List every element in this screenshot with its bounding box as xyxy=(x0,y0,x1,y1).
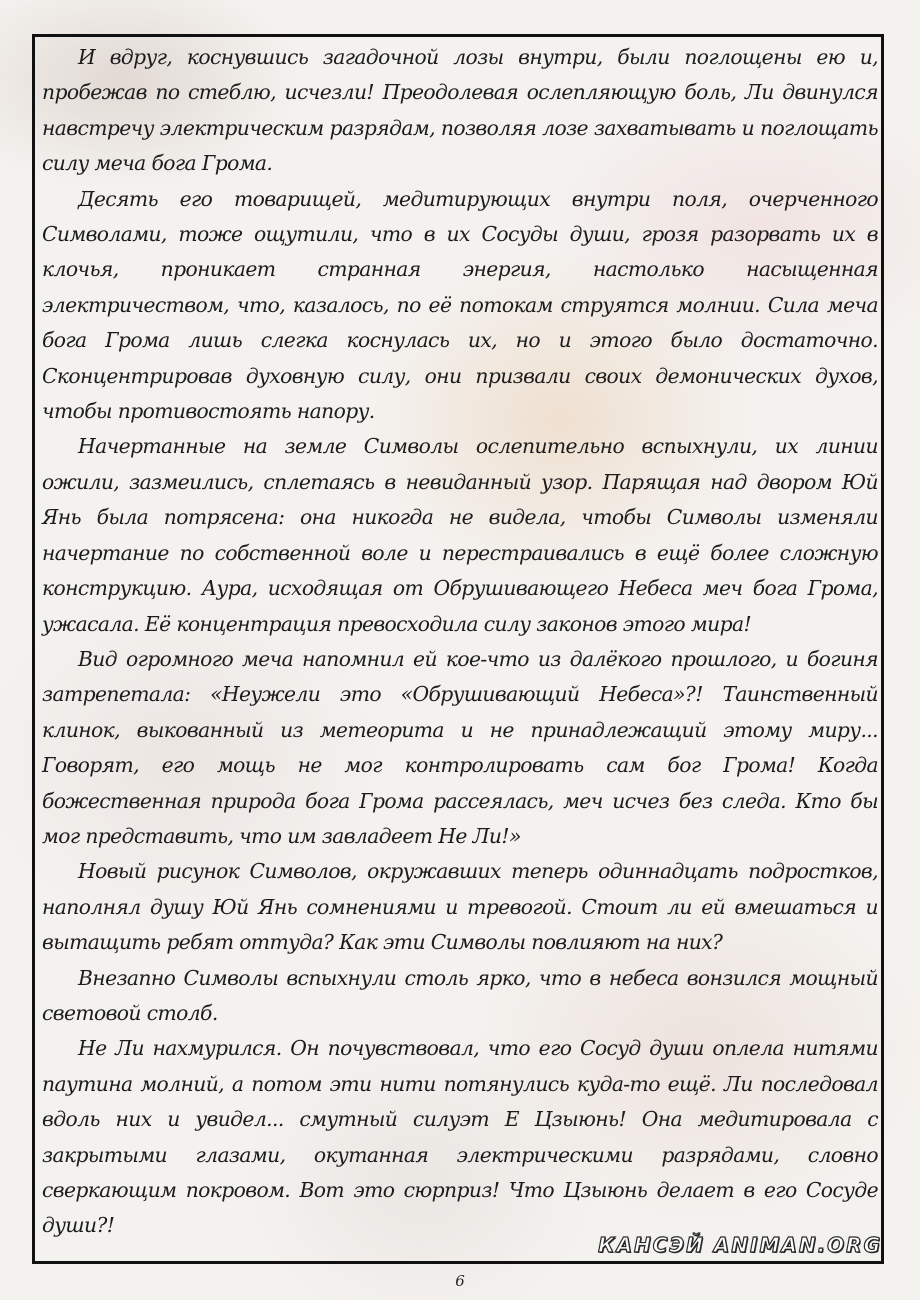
paragraph-5: Новый рисунок Символов, окружавших теперь одиннадцать подростков, наполнял душу Юй Янь сомнениями и тревогой. Стоит ли ей вмешаться и вытащить ребят оттуда? Как эти Символы повлияют на них? xyxy=(42,859,878,955)
paragraph-2: Десять его товарищей, медитирующих внутри поля, очерченного Символами, тоже ощутили, что в их Сосуды души, грозя разорвать их в клочья, проникает странная энергия, настолько насыщенная электричеством, что, казалось, по её потокам струятся молнии. Сила меча бога Грома лишь слегка коснулась их, но и этого было достаточно. Сконцентрировав духовную силу, они призвали своих демонических духов, чтобы противостоять напору. xyxy=(42,186,878,424)
paragraph-3: Начертанные на земле Символы ослепительно вспыхнули, их линии ожили, зазмеились, сплетаясь в невиданный узор. Парящая над двором Юй Янь была потрясена: она никогда не видела, чтобы Символы изменяли начертание по собственной воле и перестраивались в ещё более сложную конструкцию. Аура, исходящая от Обрушивающего Небеса меч бога Грома, ужасала. Её концентрация превосходила силу законов этого мира! xyxy=(42,434,878,636)
page-number: 6 xyxy=(455,1272,465,1290)
paragraph-4: Вид огромного меча напомнил ей кое-что из далёкого прошлого, и богиня затрепетала: «Неужели это «Обрушивающий Небеса»?! Таинственный клинок, выкованный из метеорита и не принадлежащий этому миру... Говорят, его мощь не мог контролировать сам бог Грома! Когда божественная природа бога Грома рассеялась, меч исчез без следа. Кто бы мог представить, что им завладеет Не Ли!» xyxy=(42,646,878,848)
paragraph-6: Внезапно Символы вспыхнули столь ярко, что в небеса вонзился мощный световой столб. xyxy=(42,965,878,1025)
story-text xyxy=(42,40,878,1244)
watermark: КАНСЭЙ ANIMAN.ORG xyxy=(598,1233,882,1257)
paragraph-7: Не Ли нахмурился. Он почувствовал, что его Сосуд души оплела нитями паутина молний, а потом эти нити потянулись куда-то ещё. Ли последовал вдоль них и увидел... смутный силуэт Е Цзыюнь! Она медитировала с закрытыми глазами, окутанная электрическими разрядами, словно сверкающим покровом. Вот это сюрприз! Что Цзыюнь делает в его Сосуде души?! xyxy=(42,1036,878,1238)
paragraph-1: И вдруг, коснувшись загадочной лозы внутри, были поглощены ею и, пробежав по стеблю, исчезли! Преодолевая ослепляющую боль, Ли двинулся навстречу электрическим разрядам, позволяя лозе захватывать и поглощать силу меча бога Грома. xyxy=(42,45,878,176)
